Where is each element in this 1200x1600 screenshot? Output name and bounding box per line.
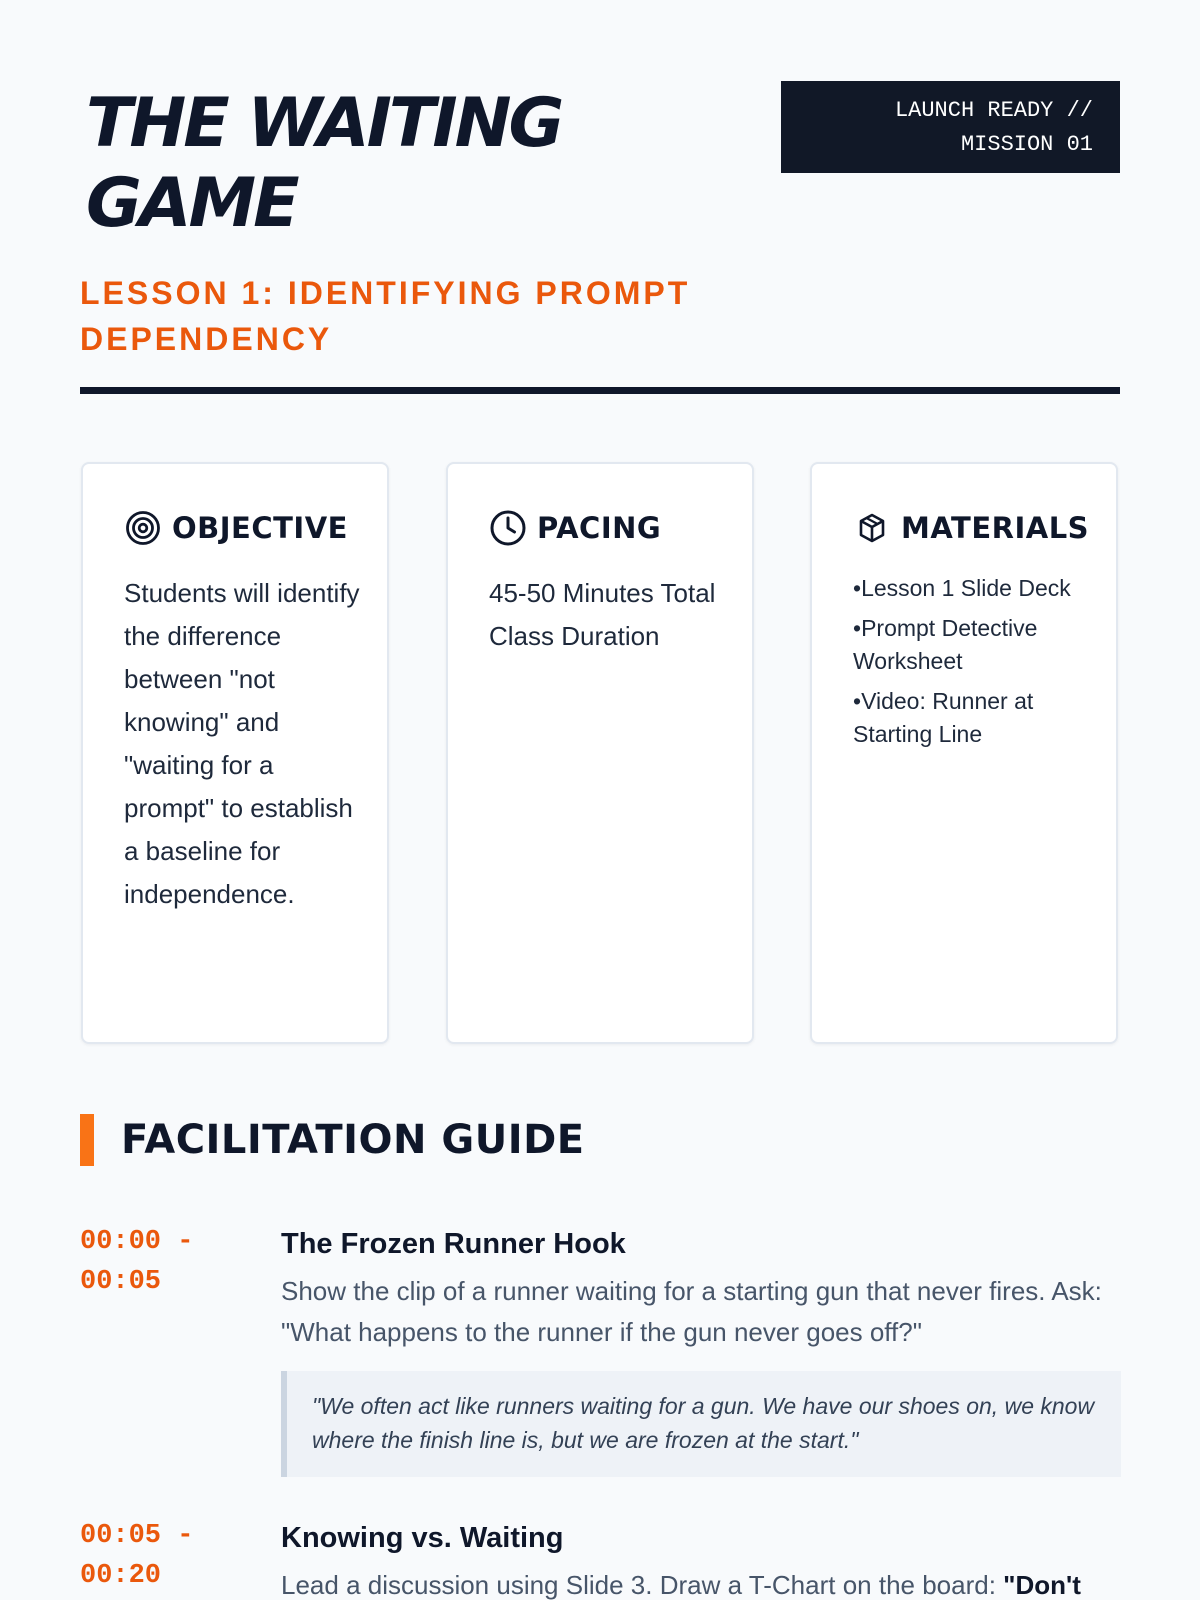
lesson-subtitle: LESSON 1: IDENTIFYING PROMPT DEPENDENCY [80, 275, 691, 357]
step-content [281, 1516, 1121, 1600]
step-content [281, 1222, 1121, 1477]
step-time-range [80, 1516, 220, 1596]
materials-card [810, 462, 1118, 1044]
facilitation-guide-header [80, 1114, 585, 1166]
materials-item: • Lesson 1 Slide Deck [853, 572, 1093, 605]
header-divider [80, 387, 1120, 394]
pacing-title: PACING [537, 511, 662, 545]
step-description [281, 1565, 1121, 1600]
step-quote: "We often act like runners waiting for a gun. We have our shoes on, we know where the finish line is, but we are frozen at the start." [281, 1371, 1121, 1477]
objective-title: OBJECTIVE [172, 511, 348, 545]
materials-list [853, 572, 1093, 758]
badge-line-1: LAUNCH READY // [894, 98, 1093, 123]
target-icon [124, 509, 162, 547]
clock-icon [489, 509, 527, 547]
objective-card [81, 462, 389, 1044]
badge-line-2: MISSION 01 [960, 132, 1093, 157]
materials-card-header [853, 508, 1089, 548]
step-title: Knowing vs. Waiting [281, 1522, 564, 1554]
pacing-text: 45-50 Minutes Total Class Duration [489, 578, 716, 651]
step-time-end: 00:05 [80, 1267, 162, 1297]
pacing-card [446, 462, 754, 1044]
objective-text: Students will identify the difference between "not knowing" and "waiting for a prompt" to establish a baseline for independence. [124, 578, 360, 909]
step-time-start: 00:00 - [80, 1227, 194, 1257]
step-description-text: Lead a discussion using Slide 3. Draw a T-Chart on the board: [281, 1570, 1004, 1600]
step-time-range [80, 1222, 220, 1302]
step-description-emphasis: "Don't [1003, 1570, 1081, 1600]
box-icon [853, 509, 891, 547]
materials-item: • Video: Runner at Starting Line [853, 685, 1093, 751]
step-time-end: 00:20 [80, 1561, 162, 1591]
section-accent-bar [80, 1114, 94, 1166]
step-description: Show the clip of a runner waiting for a starting gun that never fires. Ask: "What happens to the runner if the gun never goes off?" [281, 1276, 1102, 1347]
materials-title: MATERIALS [901, 511, 1090, 545]
launch-ready-badge [781, 81, 1120, 173]
section-title: FACILITATION GUIDE [121, 1117, 585, 1163]
pacing-card-header [489, 508, 661, 548]
step-title: The Frozen Runner Hook [281, 1228, 626, 1260]
step-time-start: 00:05 - [80, 1521, 194, 1551]
objective-card-header [124, 508, 348, 548]
page-title: THE WAITING GAME [86, 84, 562, 243]
materials-item: • Prompt Detective Worksheet [853, 612, 1093, 678]
